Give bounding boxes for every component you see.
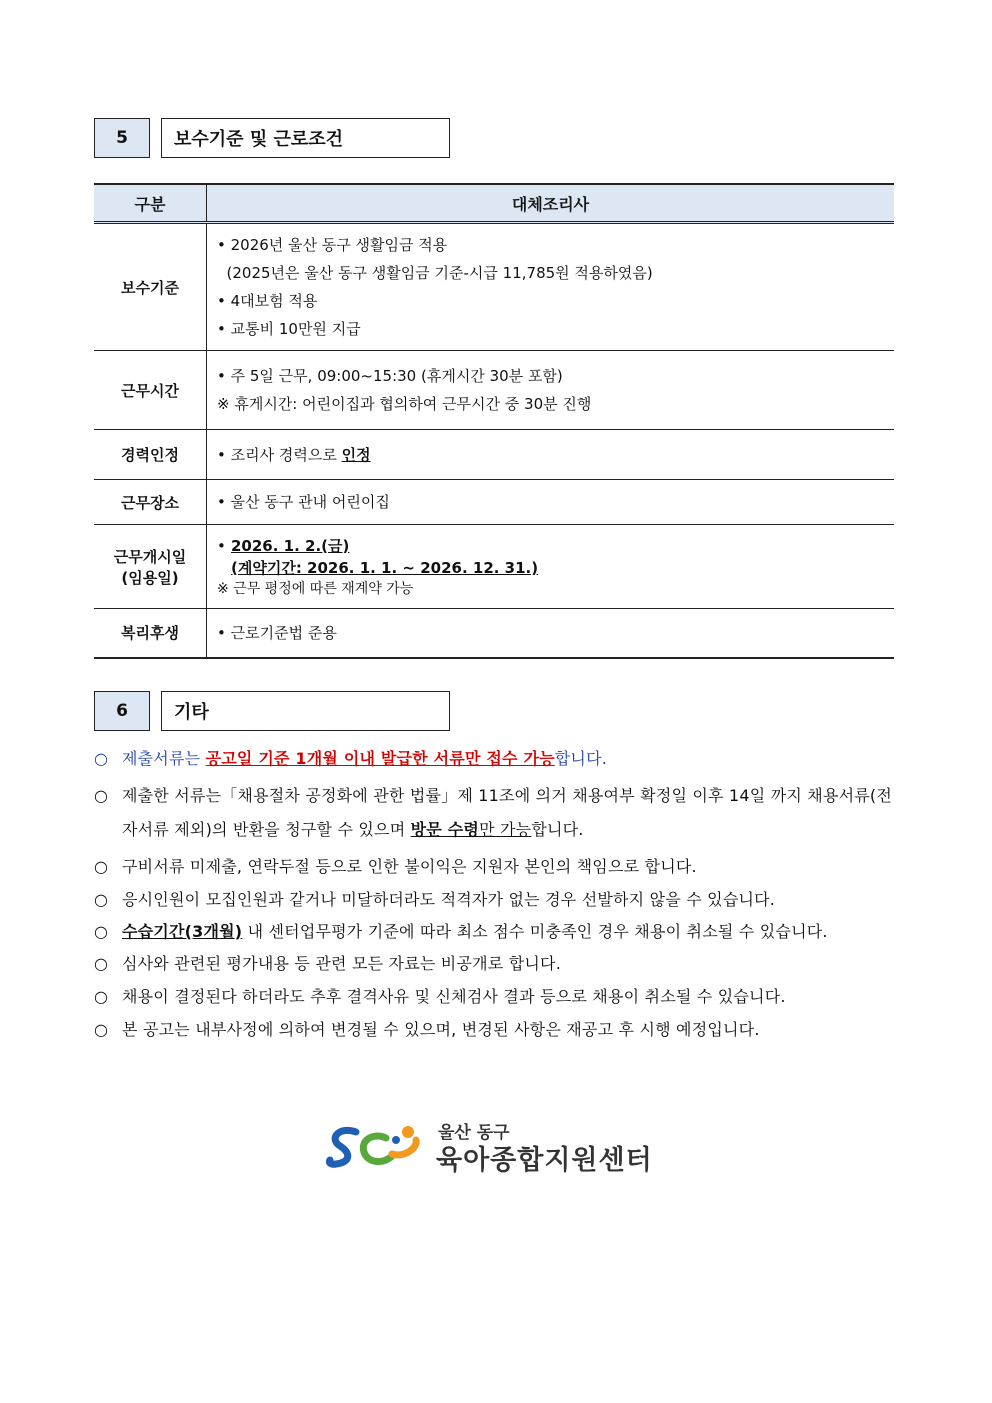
table-row	[94, 223, 894, 351]
section-title: 기타	[161, 691, 450, 731]
list-item: ○ 수습기간(3개월) 내 센터업무평가 기준에 따라 최소 점수 미충족인 경우 채용이 취소될 수 있습니다.	[94, 920, 896, 944]
emphasis-text: 인정	[341, 445, 371, 464]
col-header-position: 대체조리사	[207, 184, 895, 223]
section-number: 6	[94, 691, 150, 731]
list-item: ○ 채용이 결정된다 하더라도 추후 결격사유 및 신체검사 결과 등으로 채용이 취소될 수 있습니다.	[94, 984, 896, 1010]
table-header-row	[94, 184, 894, 223]
line: • 조리사 경력으로	[217, 445, 342, 464]
row-value	[207, 430, 895, 480]
row-label-line1: 근무개시일	[113, 547, 187, 566]
circle-marker: ○	[94, 890, 109, 909]
table-row	[94, 609, 894, 658]
row-value: • 울산 동구 관내 어린이집	[207, 480, 895, 525]
col-header-category: 구분	[94, 184, 207, 223]
row-value	[207, 351, 895, 430]
table-row	[94, 480, 894, 525]
row-label: 복리후생	[94, 609, 207, 658]
table-row	[94, 525, 894, 609]
circle-marker: ○	[94, 1020, 109, 1039]
row-label: 근무장소	[94, 480, 207, 525]
row-label: 보수기준	[94, 223, 207, 351]
row-value: • 근로기준법 준용	[207, 609, 895, 658]
list-item: ○ 구비서류 미제출, 연락두절 등으로 인한 불이익은 지원자 본인의 책임으로 합니다.	[94, 854, 896, 880]
renewal-note: ※ 근무 평정에 따른 재계약 가능	[217, 580, 414, 597]
circle-marker: ○	[94, 786, 109, 805]
table-row	[94, 351, 894, 430]
line: • 4대보험 적용	[217, 292, 318, 310]
line: • 주 5일 근무, 09:00~15:30 (휴게시간 30분 포함)	[217, 367, 563, 385]
emphasis-text: 공고일 기준 1개월 이내 발급한 서류만 접수 가능	[205, 749, 555, 768]
line: • 교통비 10만원 지급	[217, 320, 361, 338]
emphasis-text: 방문 수령	[410, 820, 480, 839]
row-label-line2: (임용일)	[121, 568, 179, 587]
section-number: 5	[94, 118, 150, 158]
line: (2025년은 울산 동구 생활임금 기준-시급 11,785원 적용하였음)	[217, 264, 653, 282]
circle-marker: ○	[94, 749, 109, 768]
list-item: ○ 심사와 관련된 평가내용 등 관련 모든 자료는 비공개로 합니다.	[94, 951, 896, 977]
list-item: ○ 제출한 서류는「채용절차 공정화에 관한 법률」제 11조에 의거 채용여부 확정일 이후 14일 까지 채용서류(전자서류 제외)의 반환을 청구할 수 있으며 방문 수령만 가능합니다.	[94, 779, 896, 847]
contract-period: (계약기간: 2026. 1. 1. ~ 2026. 12. 31.)	[231, 558, 539, 577]
list-item: ○ 제출서류는 공고일 기준 1개월 이내 발급한 서류만 접수 가능합니다.	[94, 746, 896, 772]
emphasis-text: 수습기간(3개월)	[122, 922, 243, 941]
line: ※ 휴게시간: 어린이집과 협의하여 근무시간 중 30분 진행	[217, 395, 592, 413]
row-label: 경력인정	[94, 430, 207, 480]
row-value: • 2026. 1. 2.(금) (계약기간: 2026. 1. 1. ~ 2026. 12. 31.) ※ 근무 평정에 따른 재계약 가능	[207, 525, 895, 609]
circle-marker: ○	[94, 857, 109, 876]
logo-mark-icon	[326, 1118, 430, 1174]
start-date: 2026. 1. 2.(금)	[231, 536, 350, 555]
circle-marker: ○	[94, 954, 109, 973]
line: • 2026년 울산 동구 생활임금 적용	[217, 236, 448, 254]
list-item: ○ 응시인원이 모집인원과 같거나 미달하더라도 적격자가 없는 경우 선발하지 않을 수 있습니다.	[94, 887, 896, 913]
table-row	[94, 430, 894, 480]
row-label	[94, 525, 207, 609]
row-label: 근무시간	[94, 351, 207, 430]
notes-list	[94, 746, 896, 1050]
list-item: ○ 본 공고는 내부사정에 의하여 변경될 수 있으며, 변경된 사항은 재공고 후 시행 예정입니다.	[94, 1017, 896, 1043]
circle-marker: ○	[94, 987, 109, 1006]
row-value	[207, 223, 895, 351]
conditions-table	[94, 183, 894, 659]
section-title: 보수기준 및 근로조건	[161, 118, 450, 158]
center-logo	[326, 1118, 686, 1174]
circle-marker: ○	[94, 922, 109, 941]
logo-subtitle: 울산 동구	[438, 1123, 510, 1143]
logo-title: 육아종합지원센터	[436, 1145, 653, 1176]
